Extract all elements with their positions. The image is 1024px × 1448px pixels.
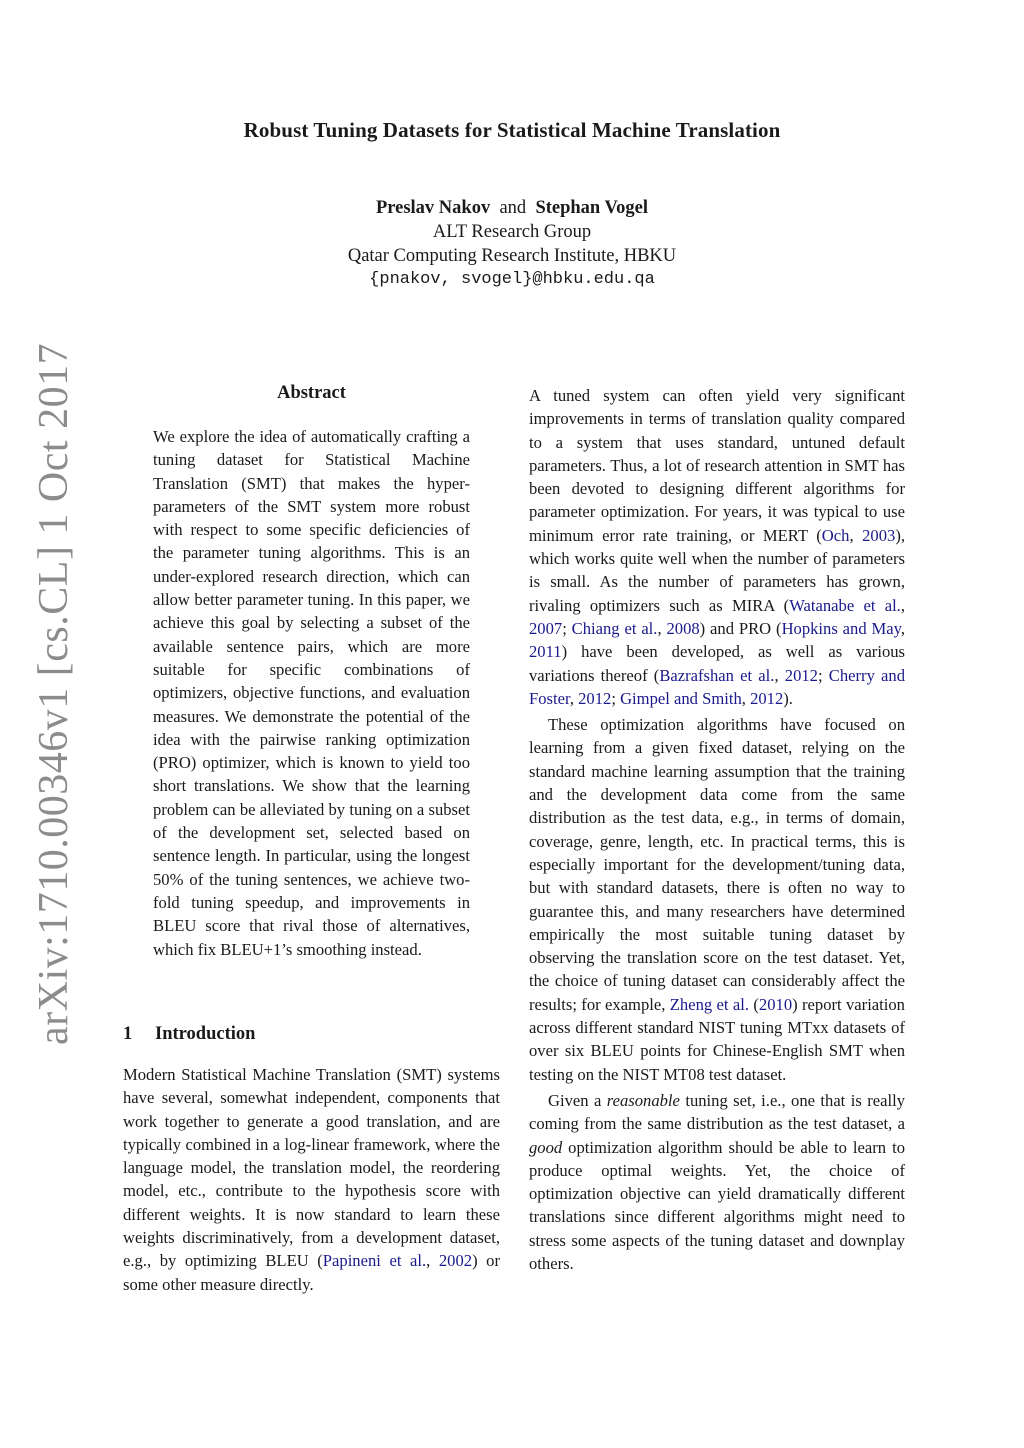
right-column-text xyxy=(529,384,905,1275)
paper-title: Robust Tuning Datasets for Statistical Machine Translation xyxy=(243,118,781,142)
abstract-paragraph: We explore the idea of automatically crafting a tuning dataset for Statistical Machine Translation (SMT) that makes the hyper-parameters of the SMT system more robust with respect to some specific deficiencies of the parameter tuning algorithms. This is an under-explored research direction, which can allow better parameter tuning. In this paper, we achieve this goal by selecting a subset of the available sentence pairs, which are more suitable for specific combinations of optimizers, objective functions, and evaluation measures. We demonstrate the potential of the idea with the pairwise ranking optimization (PRO) optimizer, which is known to yield too short translations. We show that the learning problem can be alleviated by tuning on a subset of the development set, selected based on sentence length. In particular, using the longest 50% of the tuning sentences, we achieve two-fold tuning speedup, and improvements in BLEU score that rival those of alternatives, which fix BLEU+1’s smoothing instead. xyxy=(153,427,470,959)
research-group: ALT Research Group xyxy=(432,222,592,242)
intro-paragraph: Modern Statistical Machine Translation (SMT) systems have several, somewhat independent, components that work together to generate a good translation, and are typically combined in a log-linear framework, where the language model, the translation model, the reordering model, etc., contribute to the hypothesis score with different weights. It is now standard to learn these weights discriminatively, from a development dataset, e.g., by optimizing BLEU (Papineni et al., 2002) or some other measure directly. xyxy=(123,1065,500,1294)
citation-link[interactable]: 2003 xyxy=(862,525,896,545)
author-email: {pnakov, svogel}@hbku.edu.qa xyxy=(369,270,655,289)
abstract-body xyxy=(153,425,470,961)
emphasis-text: reasonable xyxy=(606,1090,680,1110)
affiliation: Qatar Computing Research Institute, HBKU xyxy=(347,246,677,266)
section-number: 1 xyxy=(123,1024,133,1044)
emphasis-text: good xyxy=(529,1137,563,1157)
citation-link[interactable]: Gimpel and Smith xyxy=(620,688,742,708)
citation-link[interactable]: Och xyxy=(821,525,850,545)
body-paragraph: These optimization algorithms have focused on learning from a given fixed dataset, relying on the standard machine learning assumption that the training and the development data come from the same distribution as the test data, e.g., in terms of domain, coverage, genre, length, etc. In practical terms, this is especially important for the development/tuning data, but with standard datasets, there is often no way to guarantee this, and many researchers have determined empirically the most suitable tuning dataset by observing the translation score on the test dataset. Yet, the choice of tuning dataset can considerably affect the results; for example, Zheng et al. (2010) report variation across different standard NIST tuning MTxx datasets of over six BLEU points for Chinese-English SMT when testing on the NIST MT08 test dataset. xyxy=(529,715,905,1084)
section-title: Introduction xyxy=(155,1024,256,1044)
author-conjunction: and xyxy=(499,198,527,218)
citation-link[interactable]: Zheng et al. xyxy=(669,994,750,1014)
citation-link[interactable]: 2010 xyxy=(758,994,793,1014)
citation-link[interactable]: 2012 xyxy=(578,688,612,708)
body-paragraph: Given a reasonable tuning set, i.e., one that is really coming from the same distribution as the test dataset, a good optimization algorithm should be able to learn to produce optimal weights. Yet, the choice of optimization objective can yield dramatically different translations since different algorithms might need to stress some aspects of the tuning dataset and downplay others. xyxy=(529,1090,905,1273)
arxiv-identifier-stamp: arXiv:1710.00346v1 [cs.CL] 1 Oct 2017 xyxy=(31,342,77,1045)
citation-link[interactable]: Cherry and Foster xyxy=(529,665,906,708)
citation-link[interactable]: Watanabe et al. xyxy=(789,595,901,615)
section-heading-introduction xyxy=(123,1024,255,1045)
citation-link[interactable]: 2008 xyxy=(666,618,700,638)
citation-link[interactable]: 2011 xyxy=(529,642,562,662)
author-name: Preslav Nakov xyxy=(375,198,491,218)
abstract-heading: Abstract xyxy=(277,383,346,403)
author-block xyxy=(0,196,1024,292)
author-names xyxy=(0,196,1024,220)
citation-link[interactable]: Hopkins and May xyxy=(781,618,901,638)
left-column-text xyxy=(123,1063,500,1296)
citation-link[interactable]: 2002 xyxy=(438,1251,473,1271)
citation-link[interactable]: 2012 xyxy=(750,688,784,708)
citation-link[interactable]: 2007 xyxy=(529,618,563,638)
author-name: Stephan Vogel xyxy=(535,198,649,218)
citation-link[interactable]: Papineni et al. xyxy=(322,1251,427,1271)
citation-link[interactable]: 2012 xyxy=(784,665,818,685)
body-paragraph: A tuned system can often yield very significant improvements in terms of translation quality compared to a system that uses standard, untuned default parameters. Thus, a lot of research attention in SMT has been devoted to designing different algorithms for parameter optimization. For years, it was typical to use minimum error rate training, or MERT (Och, 2003), which works quite well when the number of parameters is small. As the number of parameters has grown, rivaling optimizers such as MIRA (Watanabe et al., 2007; Chiang et al., 2008) and PRO (Hopkins and May, 2011) have been developed, as well as various variations thereof (Bazrafshan et al., 2012; Cherry and Foster, 2012; Gimpel and Smith, 2012). xyxy=(529,386,906,708)
citation-link[interactable]: Chiang et al. xyxy=(571,618,658,638)
citation-link[interactable]: Bazrafshan et al. xyxy=(659,665,775,685)
